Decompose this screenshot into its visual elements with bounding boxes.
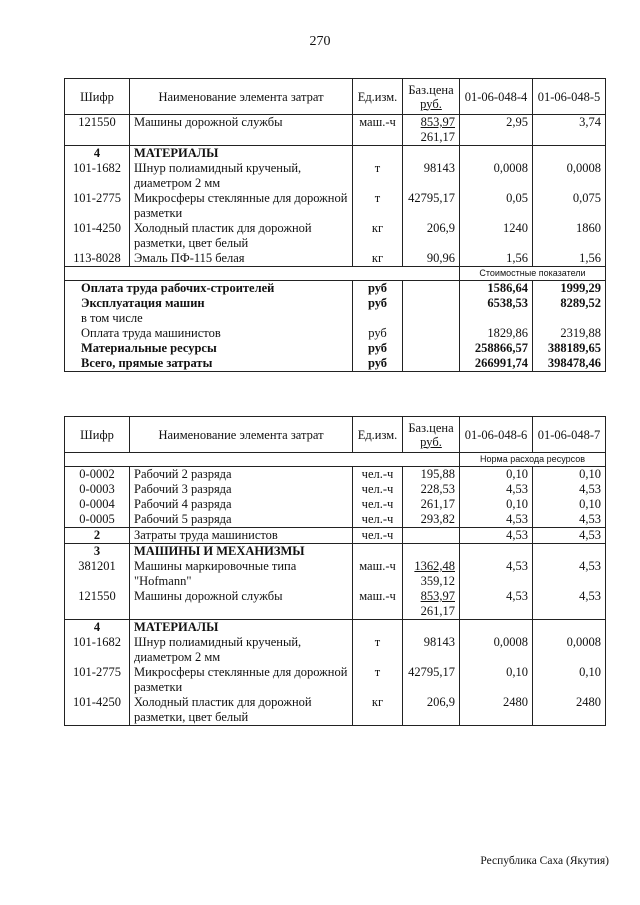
table-header [65, 79, 606, 115]
header-base-price: Баз.цена руб. [403, 79, 460, 115]
table-row: 101-2775 Микросферы стеклянные для дорожной разметки т 42795,17 0,05 0,075 [65, 191, 606, 221]
table-row: 0-0005 Рабочий 5 разряда чел.-ч 293,82 4,53 4,53 [65, 512, 606, 528]
cost-indicators-label: Стоимостные показатели [460, 267, 606, 281]
header-col-a: 01-06-048-4 [460, 79, 533, 115]
norm-subheader [65, 453, 606, 467]
summary-row: Оплата труда машинистов руб 1829,86 2319,88 [65, 326, 606, 341]
section-row: 4 МАТЕРИАЛЫ [65, 146, 606, 162]
resource-table-2 [64, 416, 606, 726]
header-name: Наименование элемента затрат [130, 79, 353, 115]
header-name: Наименование элемента затрат [130, 417, 353, 453]
section-row: 2 Затраты труда машинистов чел.-ч 4,53 4,53 [65, 528, 606, 544]
cost-indicators-subheader [65, 267, 606, 281]
header-code: Шифр [65, 417, 130, 453]
table-row: 0-0004 Рабочий 4 разряда чел.-ч 261,17 0,10 0,10 [65, 497, 606, 512]
table-row: 0-0003 Рабочий 3 разряда чел.-ч 228,53 4,53 4,53 [65, 482, 606, 497]
table-row: 121550 Машины дорожной службы маш.-ч 853,97 261,17 2,95 3,74 [65, 115, 606, 146]
summary-row: в том числе [65, 311, 606, 326]
header-base-price: Баз.цена руб. [403, 417, 460, 453]
header-unit: Ед.изм. [353, 417, 403, 453]
table-header [65, 417, 606, 453]
header-col-b: 01-06-048-5 [533, 79, 606, 115]
table-row: 101-4250 Холодный пластик для дорожной разметки, цвет белый кг 206,9 2480 2480 [65, 695, 606, 726]
table-row: 121550 Машины дорожной службы маш.-ч 853,97 261,17 4,53 4,53 [65, 589, 606, 620]
header-col-b: 01-06-048-7 [533, 417, 606, 453]
header-unit: Ед.изм. [353, 79, 403, 115]
footer-region: Республика Саха (Якутия) [480, 855, 609, 867]
header-code: Шифр [65, 79, 130, 115]
resource-table-1 [64, 78, 606, 372]
summary-row: Всего, прямые затраты руб 266991,74 398478,46 [65, 356, 606, 372]
table-row: 0-0002 Рабочий 2 разряда чел.-ч 195,88 0,10 0,10 [65, 467, 606, 483]
norm-label: Норма расхода ресурсов [460, 453, 606, 467]
summary-row: Материальные ресурсы руб 258866,57 388189,65 [65, 341, 606, 356]
header-col-a: 01-06-048-6 [460, 417, 533, 453]
table-row: 101-2775 Микросферы стеклянные для дорожной разметки т 42795,17 0,10 0,10 [65, 665, 606, 695]
table-row: 381201 Машины маркировочные типа "Hofmann" маш.-ч 1362,48 359,12 4,53 4,53 [65, 559, 606, 589]
table-row: 101-4250 Холодный пластик для дорожной разметки, цвет белый кг 206,9 1240 1860 [65, 221, 606, 251]
section-row: 4 МАТЕРИАЛЫ [65, 620, 606, 636]
table-row: 101-1682 Шнур полиамидный крученый, диаметром 2 мм т 98143 0,0008 0,0008 [65, 635, 606, 665]
table-row: 113-8028 Эмаль ПФ-115 белая кг 90,96 1,56 1,56 [65, 251, 606, 267]
section-row: 3 МАШИНЫ И МЕХАНИЗМЫ [65, 544, 606, 560]
summary-row: Оплата труда рабочих-строителей руб 1586,64 1999,29 [65, 281, 606, 297]
table-row: 101-1682 Шнур полиамидный крученый, диаметром 2 мм т 98143 0,0008 0,0008 [65, 161, 606, 191]
summary-row: Эксплуатация машин руб 6538,53 8289,52 [65, 296, 606, 311]
page-number: 270 [309, 34, 331, 49]
